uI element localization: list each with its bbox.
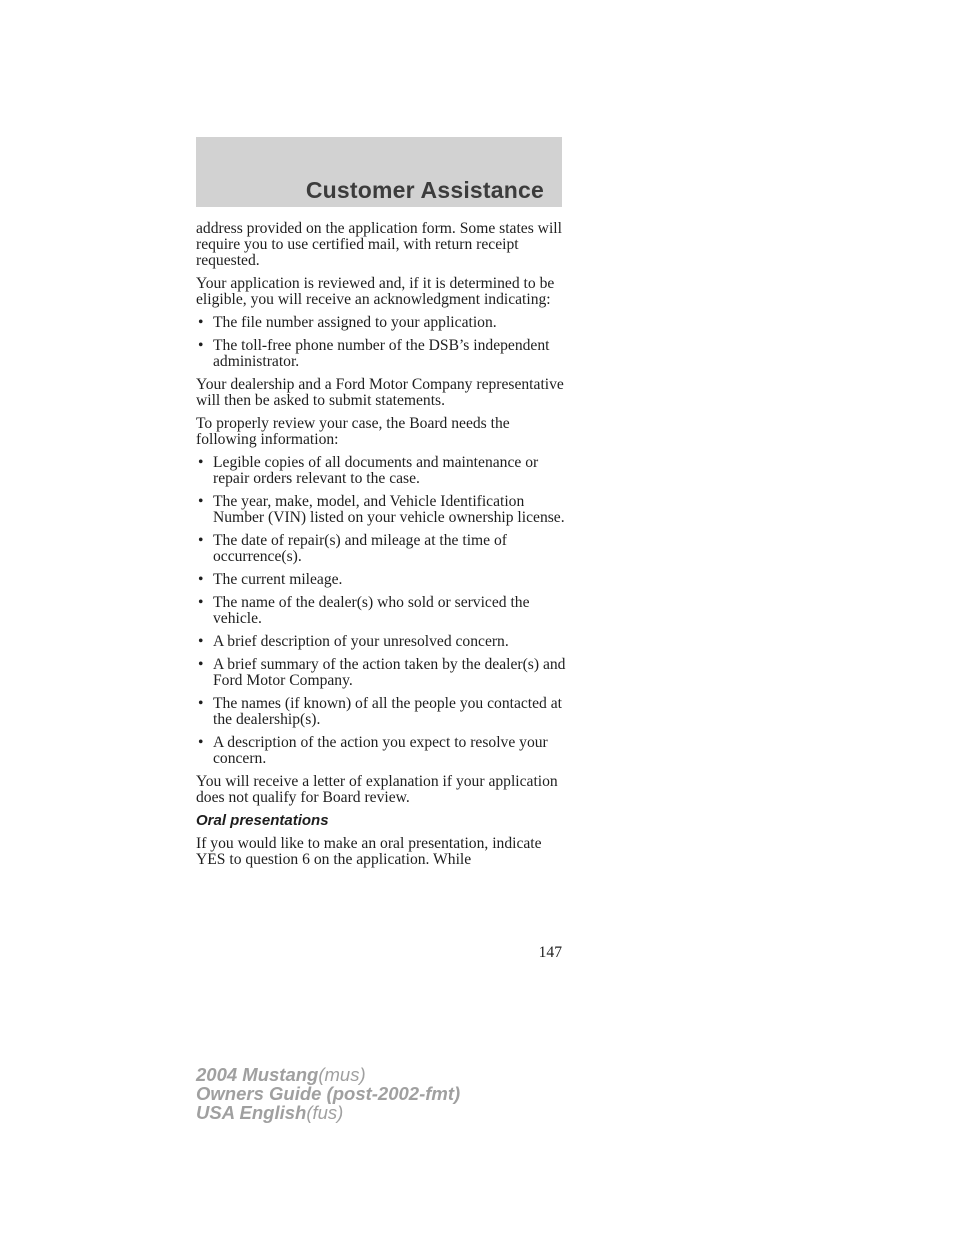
bullet-icon: • [198,656,204,673]
list-item [196,533,566,565]
paragraph: Your dealership and a Ford Motor Company representative will then be asked to submit statements. [196,376,564,409]
footer-model-code: (mus) [318,1064,366,1085]
list-item [196,572,566,588]
footer-language: USA English [196,1102,307,1123]
list-item-text: A description of the action you expect to resolve your concern. [213,734,548,767]
paragraph: You will receive a letter of explanation if your application does not qualify for Board review. [196,773,558,806]
list-item-text: The names (if known) of all the people you contacted at the dealership(s). [213,695,563,728]
page-body [196,221,566,875]
paragraph: address provided on the application form. Some states will require you to use certified mail, with return receipt requested. [196,220,562,269]
list-item [196,315,566,331]
footer [196,1065,460,1122]
list-item [196,657,566,689]
list-item [196,634,566,650]
list-item [196,494,566,526]
bullet-icon: • [198,571,204,588]
list-item-text: The name of the dealer(s) who sold or serviced the vehicle. [213,594,530,627]
list-item-text: A brief description of your unresolved concern. [213,633,509,650]
page-number: 147 [538,944,562,961]
footer-line-model [196,1065,460,1084]
section-title: Customer Assistance [305,177,544,203]
list-item-text: Legible copies of all documents and maintenance or repair orders relevant to the case. [213,454,539,487]
paragraph: If you would like to make an oral presentation, indicate YES to question 6 on the application. While [196,835,542,868]
list-item-text: The file number assigned to your application. [213,314,497,331]
bullet-icon: • [198,594,204,611]
paragraph: Your application is reviewed and, if it is determined to be eligible, you will receive an acknowledgment indicating: [196,275,555,308]
list-item-text: A brief summary of the action taken by the dealer(s) and Ford Motor Company. [213,656,566,689]
list-item [196,696,566,728]
list-item [196,735,566,767]
list-item [196,455,566,487]
list-item-text: The current mileage. [213,571,343,588]
bullet-icon: • [198,695,204,712]
list-item [196,595,566,627]
footer-language-code: (fus) [306,1102,344,1123]
list-item [196,338,566,370]
header-band [196,137,562,207]
bullet-icon: • [198,532,204,549]
bullet-icon: • [198,314,204,331]
bullet-icon: • [198,454,204,471]
subheading: Oral presentations [196,812,329,829]
footer-line-language [196,1103,460,1122]
required-information-list [196,455,566,767]
footer-guide: Owners Guide (post-2002-fmt) [196,1083,461,1104]
list-item-text: The toll-free phone number of the DSB’s independent administrator. [213,337,550,370]
bullet-icon: • [198,337,204,354]
list-item-text: The year, make, model, and Vehicle Identification Number (VIN) listed on your vehicle ownership license. [213,493,565,526]
footer-model: 2004 Mustang [196,1064,319,1085]
list-item-text: The date of repair(s) and mileage at the time of occurrence(s). [213,532,507,565]
bullet-icon: • [198,734,204,751]
paragraph: To properly review your case, the Board needs the following information: [196,415,510,448]
bullet-icon: • [198,633,204,650]
acknowledgment-list [196,315,566,370]
bullet-icon: • [198,493,204,510]
